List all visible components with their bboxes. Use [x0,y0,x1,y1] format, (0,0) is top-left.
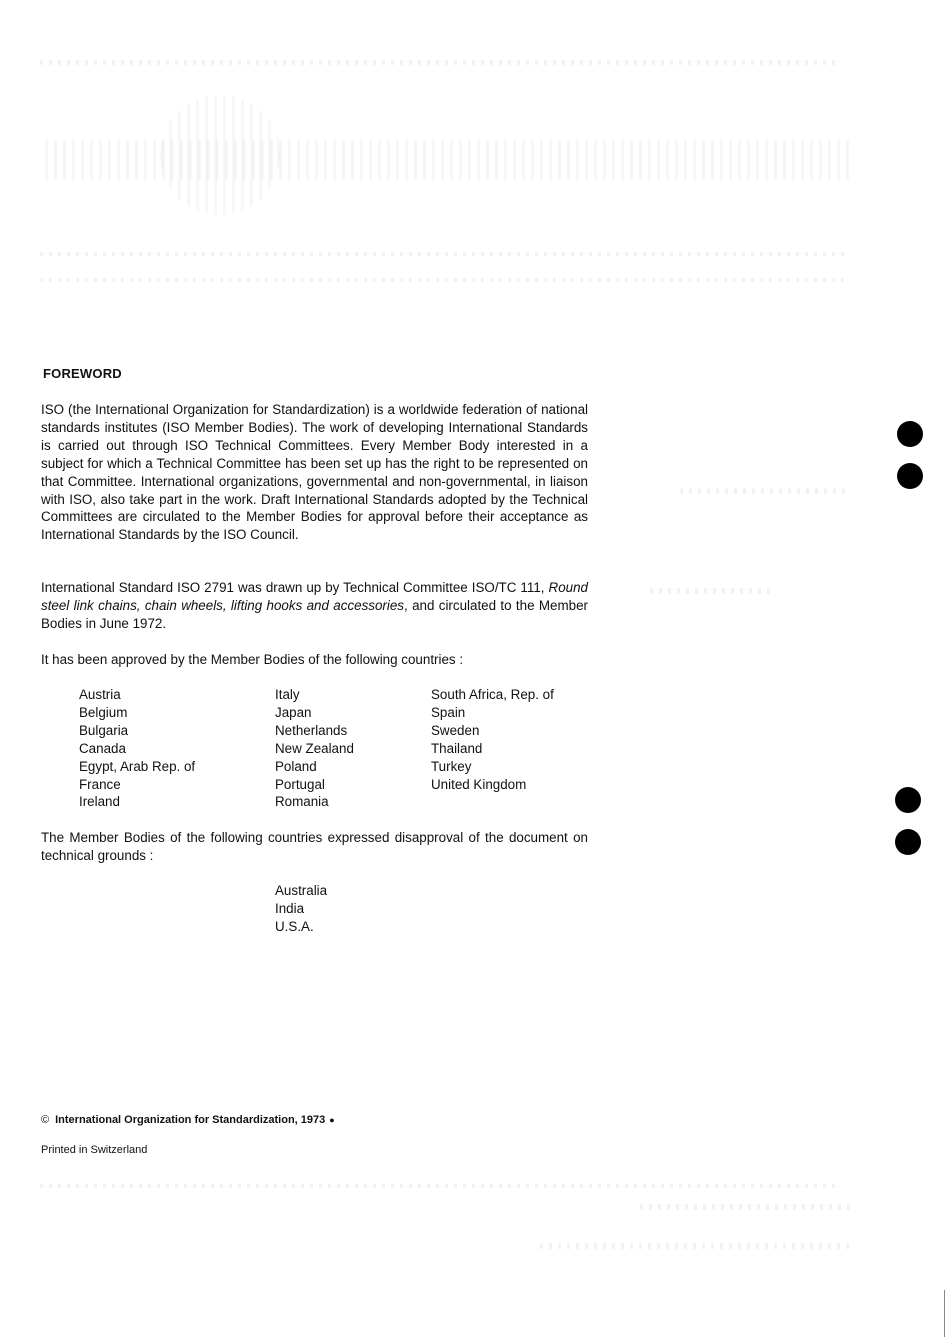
country-item: Ireland [79,794,120,810]
bullet-icon: ● [329,1115,335,1125]
country-item: Italy [275,687,300,702]
binding-hole-icon [897,421,923,447]
copyright-text: International Organization for Standardization, 1973 [55,1114,326,1126]
country-item: Portugal [275,776,325,792]
country-item: Thailand [431,740,483,756]
standard-origin-tail: , and circulated to the Member Bodies in June 1972. [41,597,588,631]
show-through-line [40,252,850,256]
foreword-paragraph-standard-origin [41,579,588,633]
binding-hole-icon [897,463,923,489]
show-through-line [40,278,850,282]
approving-countries-column-2 [275,686,354,811]
country-item: Canada [79,740,126,756]
country-item: India [275,900,305,916]
foreword-heading: FOREWORD [43,366,122,381]
country-item: New Zealand [275,740,354,756]
country-item: United Kingdom [431,776,527,792]
country-item: Romania [275,794,329,810]
copyright-notice [41,1114,335,1126]
country-item: Poland [275,758,317,774]
show-through-fragment [680,488,850,494]
foreword-paragraph-federation: ISO (the International Organization for Standardization) is a worldwide federation of national standards institutes (ISO Member Bodies). The work of developing International Standards is carried out through ISO Technical Committees. Every Member Body interested in a subject for which a Technical Committee has been set up has the right to be represented on that Committee. International organizations, governmental and non-governmental, in liaison with ISO, also take part in the work. Draft International Standards adopted by the Technical Committees are circulated to the Member Bodies for approval before their acceptance as International Standards by the ISO Council. [41,402,588,543]
show-through-emblem [160,95,280,215]
standard-origin-text: International Standard ISO 2791 was drawn up by Technical Committee ISO/TC 111, [41,580,549,595]
country-item: Sweden [431,722,480,738]
show-through-fragment [650,588,770,594]
committee-title: Round steel link chains, chain wheels, lifting hooks and accessories [41,580,588,613]
country-item: Australia [275,883,328,898]
foreword-paragraph-approval: It has been approved by the Member Bodies of the following countries : [41,652,464,667]
country-item: Netherlands [275,722,348,738]
country-item: South Africa, Rep. of [431,687,554,702]
country-item: Japan [275,704,312,720]
printed-location: Printed in Switzerland [41,1144,148,1156]
country-item: France [79,776,121,792]
disapproving-countries-list [275,882,327,936]
show-through-line [40,60,840,65]
country-item: U.S.A. [275,918,314,934]
approving-countries-column-1 [79,686,195,811]
country-item: Spain [431,704,466,720]
country-item: Turkey [431,758,472,774]
country-item: Belgium [79,704,128,720]
show-through-fragment [640,1204,850,1210]
scan-edge-line [944,1290,945,1337]
country-item: Egypt, Arab Rep. of [79,758,196,774]
foreword-paragraph-disapproval: The Member Bodies of the following countries expressed disapproval of the document on technical grounds : [41,830,588,863]
show-through-line [40,1184,840,1188]
country-item: Bulgaria [79,722,129,738]
show-through-fragment [540,1243,850,1249]
binding-hole-icon [895,829,921,855]
binding-hole-icon [895,787,921,813]
approving-countries-column-3 [431,686,554,793]
copyright-symbol: © [41,1114,50,1126]
country-item: Austria [79,687,121,702]
